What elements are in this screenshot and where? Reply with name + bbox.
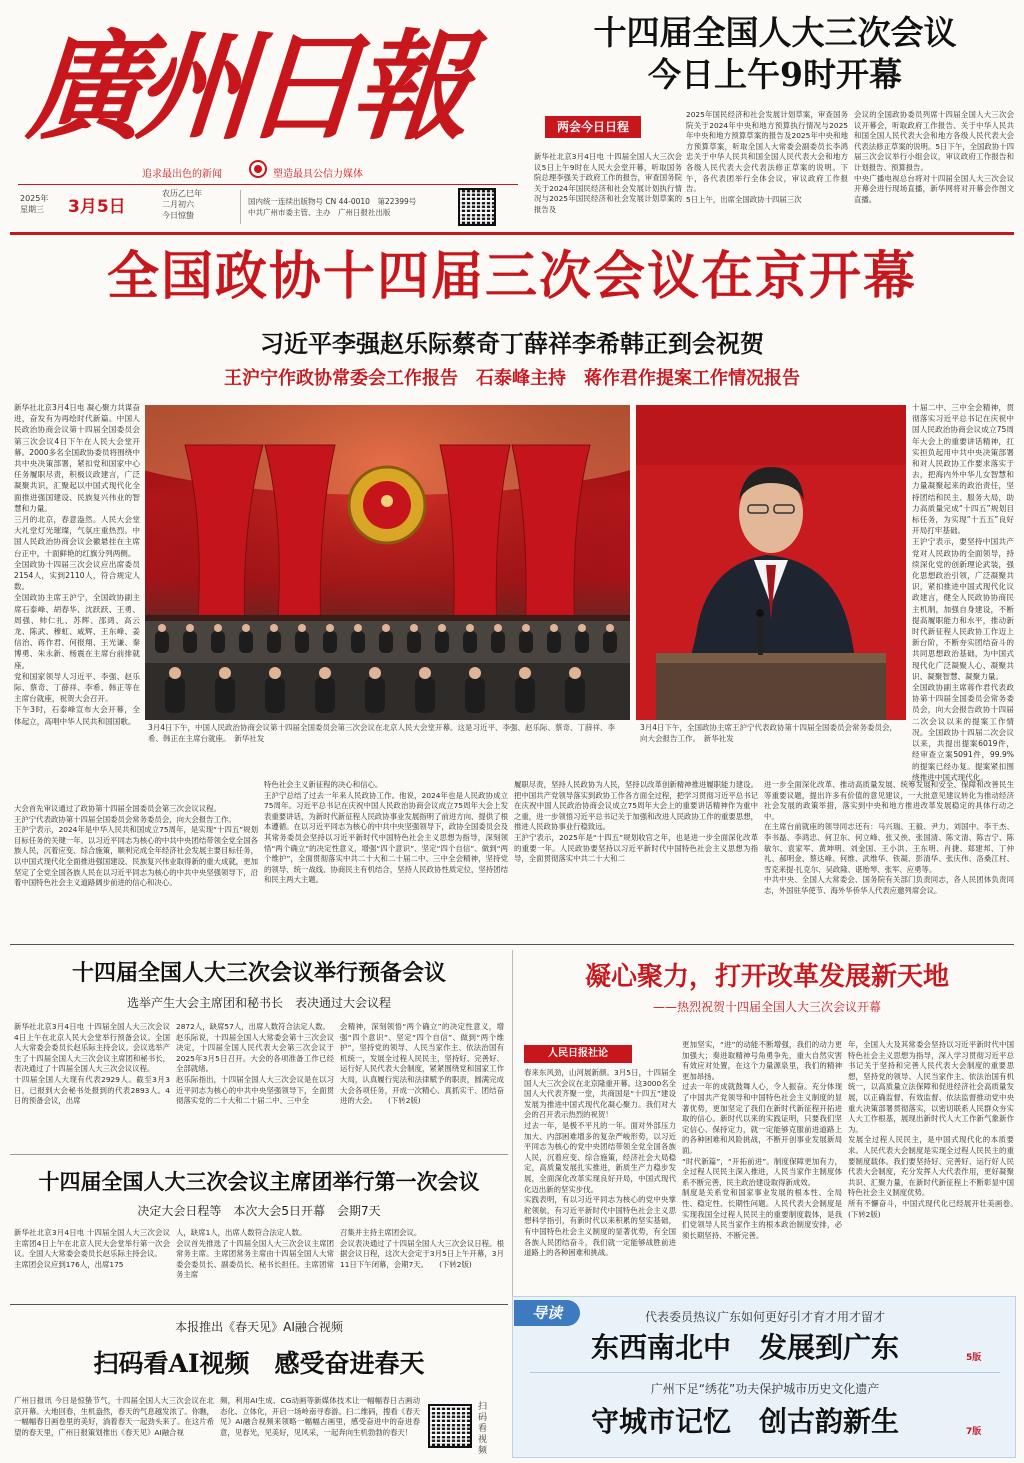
conference-hall-illustration — [145, 405, 630, 720]
speaker-illustration — [636, 405, 906, 720]
masthead-title: 廣州日報 — [23, 17, 465, 156]
prep-meeting-subhead: 选举产生大会主席团和秘书长 表决通过大会议程 — [126, 996, 391, 1010]
guide-item2-headline[interactable]: 守城市记忆 创古韵新生 — [590, 1405, 899, 1438]
commentary-col-2: 更加坚实，“进”的动能不断增强，我们的动力更加强大；奏进取精神号角勇争先，重大自然灾害有效应对处置，在这个力量源泉里，我们的精神更加昂扬。 过去一年的成就鼓舞人心，令人振奋。充分体现了中国共产党领导和中国特色社会主义制度的显著优势，更加坚定了我们在新时代新征程开拓进取的信心。新时代以来的实践证明，只要我们坚定信心、保持定力，就一定能够克服前进道路上的各种困难和风险挑战，不断开创事业发展新局面。 “时代新篇”，“开拓前进”。制度保障更加有力，全过程人民民主深入推进，人民当家作主制度体系不断完善，民主政治建设取得新成效。 制度是关系党和国家事业发展的根本性、全局性、稳定性、长期性问题。人民代表大会制度是实现我国全过程人民民主的重要制度载体，是我们党领导人民当家作主的根本政治制度安排，必须长期坚持、不断完善。 — [682, 1040, 842, 1240]
date-year-block — [20, 193, 48, 215]
lead-bottom-col-1: 大会首先审议通过了政协第十四届全国委员会第三次会议议程。 王沪宁代表政协第十四届全国委员会常务委员会，向大会报告工作。 王沪宁表示，2024年是中华人民共和国成立75周年，是实现“十四五”规划目标任务的关键一年。以习近平同志为核心的中共中央团结带领全党全国各族人民，沉着应变、综合施策，顺利完成全年经济社会发展主要目标任务，以中国式现代化全面推进强国建设、民族复兴伟业取得新的重大成就，更加坚定了全党全国各族人民在以习近平同志为核心的中共中央坚强领导下，沿着中国特色社会主义道路阔步前进的信心和决心。 — [14, 804, 258, 888]
ai-promo-col-2: 频，利用AI生成、CG动画等新媒体技术让一幅幅春日古画动态化、立体化，开启一场岭南寻春游。扫二维码，搜看《春天见》AI融合视频来领略一幅幅古画里，感受奋进中的奋进春意，见春光，见美好，见风采，一起奔向生机勃勃的春天！ — [220, 1396, 420, 1437]
ai-video-qr-code-icon[interactable] — [428, 1404, 472, 1448]
lead-bottom-col-2: 特色社会主义新征程的决心和信心。 王沪宁总结了过去一年来人民政协工作。他说，2024年也是人民政协成立75周年。习近平总书记在庆祝中国人民政治协商会议成立75周年大会上发表重要讲话，为新时代新征程人民政协事业发展指明了前进方向、提供了根本遵循。在以习近平同志为核心的中共中央坚强领导下，政协全国委员会及其常务委员会坚持以习近平新时代中国特色社会主义思想为指导，深刻领悟“两个确立”的决定性意义，增强“四个意识”、坚定“四个自信”、做到“两个维护”，全面贯彻落实中共二十大和二十届二中、三中全会精神，坚持党的领导、统一战线、协商民主有机结合，坚持人民政协性质定位，坚持团结和民主两大主题。 — [264, 780, 508, 885]
lead-bottom-col-4: 进一步全面深化改革、推动高质量发展、统筹发展和安全、保障和改善民生等重要议题，提出许多有价值的意见建议，一大批意见建议转化为推动经济社会发展的政策举措，落实到中央和地方推进改革发展稳定的具体行动之中。 在主席台前就座的领导同志还有：马兴瑞、王毅、尹力、刘国中、李干杰、李书磊、李鸿忠、何卫东、何立峰、张又侠、张国清、陈文清、陈吉宁、陈敏尔、袁家军、黄坤明、刘金国、王小洪、王东明、肖捷、郑建邦、丁仲礼、郝明金、蔡达峰、何维、武维华、铁凝、彭清华、张庆伟、洛桑江村、雪克来提·扎克尔、吴政隆、谌贻琴、张军、应勇等。 中共中央、全国人大常委会、国务院有关部门负责同志，各人民团体负责同志，外国驻华使节、海外华侨华人代表应邀列席会议。 — [764, 780, 1014, 895]
lead-left-column: 新华社北京3月4日电 凝心聚力共谋奋进，奋发有为再绘时代新篇。中国人民政治协商会议第十四届全国委员会第三次会议4日下午在人民大会堂开幕。2000多名全国政协委员将围绕中共中央决策部署，紧扣党和国家中心任务履职尽责，积极议政建言，广泛凝聚共识，汇聚起以中国式现代化全面推进强国建设、民族复兴伟业的智慧和力量。 三月的北京，春意盎然。人民大会堂大礼堂灯光璀璨，气氛庄重热烈。中国人民政治协商会议会徽悬挂在主席台正中，十面鲜艳的红旗分列两侧。 全国政协十四届三次会议应出席委员2154人，实到2110人，符合规定人数。 全国政协主席王沪宁，全国政协副主席石泰峰、胡春华、沈跃跃、王勇、周强、帅仁扎、苏辉、邵鸿、高云龙、陈武、穆虹、咸辉、王东峰、姜信治、蒋作君、何报翔、王光谦、秦博勇、朱永新、杨震在主席台前排就座。 党和国家领导人习近平、李强、赵乐际、蔡奇、丁薛祥、李希、韩正等在主席台就座，祝贺大会召开。 下午3时，石泰峰宣布大会开幕，全体起立，高唱中华人民共和国国歌。 — [14, 403, 140, 726]
guide-item1-headline[interactable]: 东西南北中 发展到广东 — [590, 1331, 899, 1364]
top-headline-line1: 十四届全国人大三次会议 — [593, 13, 957, 52]
lunar-year: 农历乙巳年 — [162, 189, 202, 198]
guangzhou-daily-emblem-icon — [249, 160, 267, 178]
schedule-tag: 两会今日日程 — [545, 116, 641, 138]
slogan-left: 追求最出色的新闻 — [142, 169, 222, 180]
publisher-line: 中共广州市委主管、主办 广州日报社出版 — [248, 208, 391, 217]
lead-subhead: 习近平李强赵乐际蔡奇丁薛祥李希韩正到会祝贺 — [260, 329, 764, 358]
conference-hall-photo — [145, 405, 630, 720]
commentary-source-tag: 人民日报社论 — [524, 1045, 632, 1063]
publication-info — [248, 196, 416, 218]
schedule-col-1: 新华社北京3月4日电 十四届全国人大三次会议5日上午9时在人民大会堂开幕，听取国务院总理李强关于政府工作的报告，审查国务院关于2024年国民经济和社会发展计划执行情况与2025年国民经济和社会发展计划草案的报告及 — [534, 152, 682, 214]
presidium-col-2: 人，缺席1人，出席人数符合法定人数。 会议首先推选了十四届全国人大三次会议主席团常务主席。主席团常务主席由十四届全国人大常委会委员长、副委员长、秘书长担任。主席团常务主席 — [176, 1228, 334, 1280]
lunar-date-block — [162, 188, 202, 221]
photo-caption-right: 3月4日下午，全国政协主席王沪宁代表政协第十四届全国委员会常务委员会，向大会报告工作。 新华社发 — [640, 723, 898, 743]
photo-caption-left: 3月4日下午，中国人民政治协商会议第十四届全国委员会第三次会议在北京人民大会堂开幕。这是习近平、李强、赵乐际、蔡奇、丁薛祥、李希、韩正在主席台就座。 新华社发 — [148, 723, 616, 743]
presidium-col-3: 召集并主持主席团会议。 会议表决通过了十四届全国人大三次会议日程。根据会议日程，这次大会定于3月5日上午开幕，3月11日下午闭幕，会期7天。 (下转2版) — [340, 1228, 504, 1269]
date-main: 3月5日 — [68, 197, 126, 217]
lunar-day: 二月初六 — [162, 200, 194, 209]
guide-item2-page[interactable]: 7版 — [966, 1427, 982, 1437]
commentary-subhead: ——热烈祝贺十四届全国人大三次会议开幕 — [652, 1000, 881, 1014]
solar-term: 今日惊蛰 — [162, 211, 194, 220]
date-year: 2025年 — [20, 194, 49, 203]
commentary-col-1: 春来东风劲，山河展新颜。3月5日，十四届全国人大三次会议在北京隆重开幕。这3000名全国人大代表齐聚一堂，共商国是“十四五”建设发展为推进中国式现代化凝心聚力。我们对大会的召开表示热烈的祝贺！ 过去一年，是极不平凡的一年。面对外部压力加大、内部困难增多的复杂严峻形势，以习近平同志为核心的党中央团结带领全党全国各族人民，沉着应变、综合施策，经济社会大局稳定，高质量发展扎实推进，新质生产力稳步发展，全面深化改革实现良好开局，中国式现代化迈出新的坚实步伐。 实践表明，有以习近平同志为核心的党中央掌舵领航，有习近平新时代中国特色社会主义思想科学指引，有新时代以来积累的坚实基础，有中国特色社会主义制度的显著优势，有全国各族人民团结奋斗，我们就一定能够战胜前进道路上的各种困难和挑战。 — [524, 1068, 676, 1258]
lead-headline: 全国政协十四届三次会议在京开幕 — [106, 246, 917, 307]
presidium-col-1: 新华社北京3月4日电 十四届全国人大三次会议主席团4日上午在北京人民大会堂举行第一次会议。全国人大常委会委员长赵乐际主持会议。 主席团会议应到176人，出席175 — [14, 1228, 170, 1269]
guide-item1-kicker[interactable]: 代表委员热议广东如何更好引才育才用才留才 — [644, 1310, 885, 1324]
ai-promo-col-1: 广州日报讯 今日是惊蛰节气，十四届全国人大三次会议在北京开幕。大地回春，生机盎然，春天的气息越发浓了。你瞧，一幅幅春日画卷里的美好，淌着春天一起劲头来了。在这片希望的春天里，广州日报策划推出《春天见》AI融合视 — [14, 1396, 214, 1437]
commentary-col-3: 年，全国人大及其常委会坚持以习近平新时代中国特色社会主义思想为指导，深入学习贯彻习近平总书记关于坚持和完善人民代表大会制度的重要思想，坚持党的领导、人民当家作主、依法治国有机统一，以高质量立法保障和促进经济社会高质量发展，以正确监督、有效监督、依法监督推动党中央重大决策部署贯彻落实，以密切联系人民群众夯实人大工作根基，展现出新时代人大工作新气象新作为。 发展全过程人民民主，是中国式现代化的本质要求。人民代表大会制度是实现全过程人民民主的重要制度载体。我们要坚持好、完善好、运行好人民代表大会制度，充分发挥人大代表作用，更好凝聚共识、汇聚力量，在新时代新征程上不断彰显中国特色社会主义制度优势。 所有不懈奋斗，中国式现代化已经展开壮美画卷。 (下转2版) — [848, 1040, 1014, 1219]
lead-subhead-2: 王沪宁作政协常委会工作报告 石泰峰主持 蒋作君作提案工作情况报告 — [224, 368, 800, 389]
presidium-subhead: 决定大会日程等 本次大会5日开幕 会期7天 — [137, 1204, 381, 1218]
date-weekday: 星期三 — [20, 205, 44, 214]
presidium-headline: 十四届全国人大三次会议主席团举行第一次会议 — [38, 1169, 480, 1194]
guide-item1-page[interactable]: 5版 — [966, 1353, 982, 1363]
ai-promo-headline: 扫码看AI视频 感受奋进春天 — [93, 1349, 425, 1378]
ai-promo-qr-label: 扫码看视频 — [478, 1402, 488, 1456]
prep-meeting-col-3: 会精神，深刻领悟“两个确立”的决定性意义，增强“四个意识”、坚定“四个自信”、做到“两个维护”，坚持党的领导、人民当家作主、依法治国有机统一，发展全过程人民民主，坚持好、完善好、运行好人民代表大会制度，紧紧围绕党和国家工作大局，认真履行宪法和法律赋予的职责，圆满完成大会各项任务，开成一次精心、真抓实干、团结奋进的大会。 (下转2版) — [340, 1022, 504, 1106]
publication-number: 国内统一连续出版物号 CN 44-0010 第22399号 — [248, 197, 417, 206]
speaker-photo — [636, 405, 906, 720]
ai-promo-kicker: 本报推出《春天见》AI融合视频 — [175, 1320, 343, 1334]
lead-bottom-col-3: 履职尽责，坚持人民政协为人民，坚持以改革创新精神推进履职能力建设。把中国共产党领导落实到政协工作各方面全过程，把学习贯彻习近平总书记在庆祝中国人民政治协商会议成立75周年大会上的重要讲话精神作为重中之重，进一步领悟习近平总书记关于加强和改进人民政协工作的重要思想，推进人民政协事业行稳致远。 王沪宁表示，2025年是“十四五”规划收官之年，也是进一步全面深化改革的重要一年。人民政协要坚持以习近平新时代中国特色社会主义思想为指导，全面贯彻落实中共二十大和二 — [514, 780, 758, 864]
lead-right-column: 十届二中、三中全会精神，贯彻落实习近平总书记在庆祝中国人民政治协商会议成立75周年大会上的重要讲话精神，扛实担负起用中共中央决策部署和对人民政协工作要求落实于去，把海内外中华儿女智慧和力量凝聚起来的政治责任，坚持团结和民主、服务大局，助力高质量完成“十四五”规划目标任务，为实现“十五五”良好开局打牢基础。 王沪宁表示，要坚持中国共产党对人民政协的全面领导，持续深化党的创新理论武装，强化思想政治引领，广泛凝聚共识，紧扣推进中国式现代化议政建言，健全人民政协协商民主机制，加强自身建设，不断提高履职能力和水平，推动新时代新征程人民政协工作迈上新台阶，不断夯实团结奋斗的共同思想政治基础，为中国式现代化广泛凝聚人心、凝聚共识、凝聚智慧、凝聚力量。 全国政协副主席蒋作君代表政协第十四届全国委员会常务委员会，向大会报告政协十四届二次会议以来的提案工作情况。全国政协十四届二次会议以来，共提出提案6019件，经审查立案5091件，99.9%的提案已经办复。提案紧扣围绕推进中国式现代化。 — [912, 403, 1014, 782]
prep-meeting-headline: 十四届全国人大三次会议举行预备会议 — [71, 960, 446, 986]
schedule-col-2: 2025年国民经济和社会发展计划草案，审查国务院关于2024年中央和地方预算执行情况与2025年中央和地方预算草案的报告及2025年中央和地方预算草案，听取全国人大常委会副委员长李鸿忠关于中华人民共和国全国人民代表大会和地方各级人民代表大会代表法修正草案的说明。下午，各代表团举行全体会议，审议政府工作报告。 5日上午，出席全国政协十四届三次 — [686, 110, 848, 204]
guide-tag: 导读 — [514, 1300, 580, 1326]
guide-item2-kicker[interactable]: 广州下足“绣花”功夫保护城市历史文化遗产 — [650, 1382, 880, 1396]
prep-meeting-col-2: 2872人，缺席57人，出席人数符合法定人数。 赵乐际说，十四届全国人大常委会第十三次会议决定，十四届全国人民代表大会第三次会议于2025年3月5日召开。大会的各项准备工作已经全部就绪。 赵乐际指出，十四届全国人大三次会议是在以习近平同志为核心的中共中央坚强领导下，全面贯彻落实党的二十大和二十届二中、三中全 — [176, 1022, 334, 1106]
qr-code-icon[interactable] — [458, 188, 496, 226]
top-headline — [540, 12, 1010, 96]
top-headline-line2: 今日上午9时开幕 — [648, 55, 902, 94]
prep-meeting-col-1: 新华社北京3月4日电 十四届全国人大三次会议4日上午在北京人民大会堂举行预备会议。全国人大常委会委员长赵乐际主持会议。会议选举产生了十四届全国人大三次会议主席团和秘书长，表决通过了十四届全国人大三次会议议程。 十四届全国人大现有代表2929人。截至3月3日，已报到大会秘书处报到的代表2893人。4日的预备会议，出席 — [14, 1022, 170, 1106]
commentary-headline: 凝心聚力，打开改革发展新天地 — [584, 962, 949, 992]
slogan-right: 塑造最具公信力媒体 — [273, 169, 363, 180]
schedule-col-3: 会议的全国政协委员列席十四届全国人大三次会议开幕会，听取政府工作报告、关于中华人民共和国全国人民代表大会和地方各级人民代表大会代表法修正草案的说明。5日下午，全国政协十四届三次会议举行小组会议，审议政府工作报告和计划报告、预算报告。 中央广播电视总台将对十四届全国人大三次会议开幕会进行现场直播，新华网将对开幕会作图文直播。 — [854, 110, 1014, 204]
